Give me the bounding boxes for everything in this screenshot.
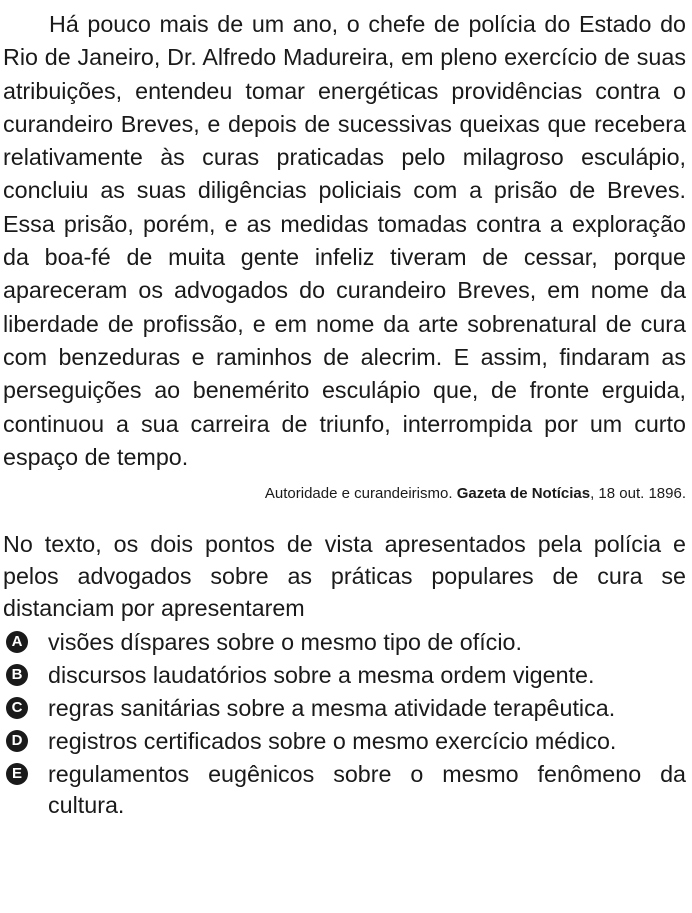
option-text: regras sanitárias sobre a mesma atividade terapêutica. [48, 695, 616, 722]
passage-text: Há pouco mais de um ano, o chefe de polícia do Estado do Rio de Janeiro, Dr. Alfredo Madureira, em pleno exercício de suas atribuições, entendeu tomar energéticas providências contra o curandeiro Breves, e depois de sucessivas queixas que recebera relativamente às curas praticadas pelo milagroso esculápio, concluiu as suas diligências policiais com a prisão de Breves. Essa prisão, porém, e as medidas tomadas contra a exploração da boa-fé de muita gente infeliz tiveram de cessar, porque apareceram os advogados do curandeiro Breves, em nome da liberdade de profissão, e em nome da arte sobrenatural de cura com benzeduras e raminhos de alecrim. E assim, findaram as perseguições ao benemérito esculápio que, de fronte erguida, continuou a sua carreira de triunfo, interrompida por um curto espaço de tempo. [3, 11, 686, 470]
option-letter-badge: C [6, 697, 28, 719]
option-text: visões díspares sobre o mesmo tipo de ofício. [48, 629, 522, 656]
option-b[interactable] [3, 660, 686, 691]
source-publication: Gazeta de Notícias [456, 485, 591, 503]
option-text: discursos laudatórios sobre a mesma ordem vigente. [48, 662, 595, 689]
option-letter-badge: A [6, 631, 28, 653]
source-citation [3, 484, 686, 504]
answer-options [3, 627, 686, 821]
option-letter-badge: B [6, 664, 28, 686]
option-letter-badge: D [6, 730, 28, 752]
source-suffix: , 18 out. 1896. [590, 485, 686, 503]
option-c[interactable] [3, 693, 686, 724]
question-stem: No texto, os dois pontos de vista apresentados pela polícia e pelos advogados sobre as práticas populares de cura se distanciam por apresentarem [3, 531, 686, 622]
option-a[interactable] [3, 627, 686, 658]
option-d[interactable] [3, 726, 686, 757]
option-e[interactable] [3, 759, 686, 821]
option-text: registros certificados sobre o mesmo exercício médico. [48, 728, 617, 755]
option-text: regulamentos eugênicos sobre o mesmo fenômeno da cultura. [48, 761, 686, 819]
option-letter-badge: E [6, 763, 28, 785]
source-prefix: Autoridade e curandeirismo. [264, 485, 457, 503]
